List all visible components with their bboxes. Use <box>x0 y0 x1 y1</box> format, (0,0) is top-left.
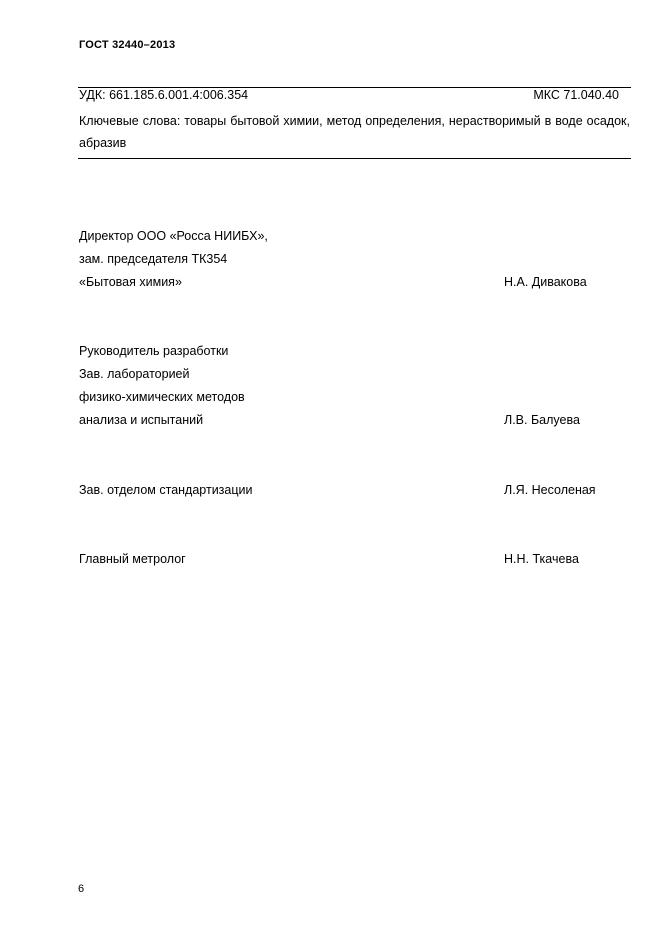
signatory-3-line-1: Зав. отделом стандартизации <box>79 483 253 497</box>
signatory-4-name: Н.Н. Ткачева <box>504 552 579 566</box>
signatory-2-line-4: анализа и испытаний <box>79 413 204 427</box>
signatory-4-line-1: Главный метролог <box>79 552 186 566</box>
udc-code: УДК: 661.185.6.001.4:006.354 <box>79 88 249 102</box>
signatory-2-line-1: Руководитель разработки <box>79 344 229 358</box>
standard-code: ГОСТ 32440–2013 <box>79 39 176 51</box>
signatory-1-line-1: Директор ООО «Росса НИИБХ», <box>79 229 268 243</box>
signatory-1-name: Н.А. Дивакова <box>504 275 587 289</box>
signatory-2-line-3: физико-химических методов <box>79 390 245 404</box>
bottom-rule <box>78 158 631 159</box>
signatory-2-line-2: Зав. лабораторией <box>79 367 190 381</box>
signatory-3-name: Л.Я. Несоленая <box>504 483 596 497</box>
keywords-text: Ключевые слова: товары бытовой химии, метод определения, нерастворимый в воде осадок, абразив <box>79 114 630 150</box>
page-number: 6 <box>78 883 85 895</box>
mks-code: МКС 71.040.40 <box>533 88 619 102</box>
signatory-2-name: Л.В. Балуева <box>504 413 580 427</box>
signatory-1-line-2: зам. председателя ТК354 <box>79 252 228 266</box>
signatory-1-line-3: «Бытовая химия» <box>79 275 182 289</box>
